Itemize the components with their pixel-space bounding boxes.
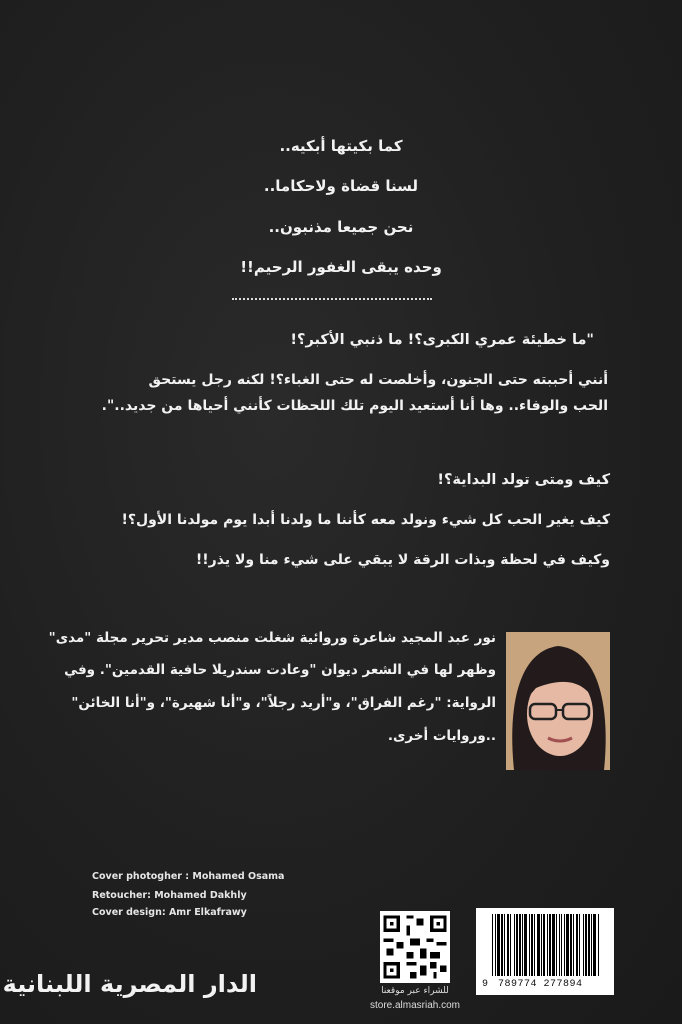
- barcode-bar: [495, 914, 496, 976]
- quote-line: أنني أحببته حتى الجنون، وأخلصت له حتى الغباء؟! لكنه رجل يستحق: [148, 372, 608, 388]
- question-line: كيف ومتى تولد البداية؟!: [437, 472, 610, 488]
- barcode-bar: [591, 914, 592, 976]
- bio-line: ..وروايات أخرى.: [387, 728, 496, 744]
- barcode-bar: [583, 914, 584, 976]
- barcode-bar: [531, 914, 533, 976]
- bio-line: وظهر لها في الشعر ديوان "وعادت سندريلا حافية القدمين". وفي: [64, 662, 496, 678]
- question-line: وكيف في لحظة وبذات الرقة لا يبقي على شيء منا ولا يذر!!: [195, 552, 610, 568]
- barcode-bars: [476, 908, 614, 978]
- barcode-bar: [519, 914, 521, 976]
- barcode-bar: [492, 914, 493, 976]
- barcode-bar: [556, 914, 557, 976]
- barcode-bar: [559, 914, 560, 976]
- barcode-bar: [543, 914, 545, 976]
- dotted-divider: [232, 298, 432, 300]
- barcode-bar: [514, 914, 515, 976]
- credit-line: Cover photogher : Mohamed Osama: [92, 871, 285, 882]
- isbn-barcode: [476, 908, 614, 995]
- barcode-bar: [576, 914, 578, 976]
- barcode-bar: [516, 914, 518, 976]
- barcode-bar: [598, 914, 599, 976]
- poem-line: وحده يبقى الغفور الرحيم!!: [240, 258, 442, 276]
- credit-line: Cover design: Amr Elkafrawy: [92, 907, 247, 918]
- barcode-bar: [593, 914, 596, 976]
- poem-line: كما بكيتها أبكيه..: [279, 137, 403, 155]
- barcode-bar: [561, 914, 562, 976]
- barcode-bar: [501, 914, 503, 976]
- barcode-bar: [564, 914, 565, 976]
- barcode-bar: [504, 914, 505, 976]
- barcode-bar: [579, 914, 580, 976]
- author-photo: [506, 632, 610, 770]
- poem-line: نحن جميعا مذنبون..: [268, 218, 414, 236]
- barcode-bar: [524, 914, 527, 976]
- barcode-bar: [547, 914, 548, 976]
- store-url[interactable]: store.almasriah.com: [369, 1000, 461, 1011]
- quote-line: الحب والوفاء.. وها أنا أستعيد اليوم تلك اللحظات كأنني أحياها من جديد..".: [101, 398, 608, 414]
- barcode-bar: [585, 914, 587, 976]
- barcode-bar: [497, 914, 500, 976]
- isbn-first-digit: 9: [482, 979, 489, 990]
- barcode-bar: [566, 914, 569, 976]
- quote-heading: "ما خطيئة عمري الكبرى؟! ما ذنبي الأكبر؟!: [290, 332, 594, 348]
- barcode-bar: [570, 914, 572, 976]
- qr-code[interactable]: [380, 911, 450, 983]
- barcode-bar: [510, 914, 511, 976]
- barcode-bar: [534, 914, 535, 976]
- isbn-digits: 789774 277894: [498, 979, 583, 990]
- question-line: كيف يغير الحب كل شيء ونولد معه كأننا ما ولدنا أبدا يوم مولدنا الأول؟!: [121, 512, 610, 528]
- barcode-bar: [573, 914, 574, 976]
- publisher-logo: الدار المصرية اللبنانية: [2, 970, 257, 998]
- store-label: للشراء عبر موقعنا: [381, 986, 449, 996]
- barcode-bar: [588, 914, 590, 976]
- poem-line: لسنا قضاة ولاحكاما..: [263, 177, 419, 195]
- barcode-bar: [537, 914, 540, 976]
- barcode-bar: [529, 914, 530, 976]
- barcode-bar: [541, 914, 542, 976]
- barcode-bar: [552, 914, 555, 976]
- barcode-bar: [522, 914, 523, 976]
- bio-line: الرواية: "رغم الفراق"، و"أريد رجلاً"، و"أنا شهيرة"، و"أنا الخائن": [71, 695, 496, 711]
- credit-line: Retoucher: Mohamed Dakhly: [92, 890, 247, 901]
- barcode-bar: [549, 914, 551, 976]
- barcode-bar: [507, 914, 509, 976]
- bio-line: نور عبد المجيد شاعرة وروائية شغلت منصب مدير تحرير مجلة "مدى": [48, 630, 496, 646]
